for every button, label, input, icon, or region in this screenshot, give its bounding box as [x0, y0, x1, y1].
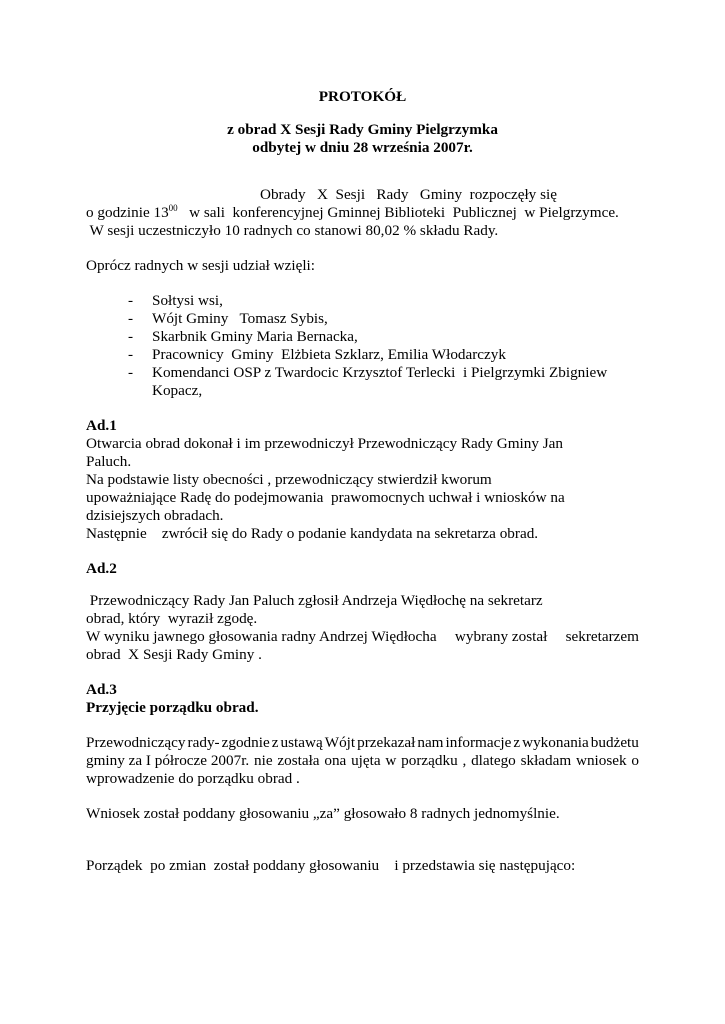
ad3-para1-line1 — [86, 734, 639, 752]
word: nie — [254, 752, 273, 769]
list-item-text: Skarbnik Gminy Maria Bernacka, — [152, 328, 358, 345]
word: w — [385, 752, 397, 769]
word: gminy za I półrocze 2007r. — [86, 752, 250, 769]
word: informacje — [445, 734, 512, 751]
word: porządku — [401, 752, 458, 769]
list-dash: - — [128, 346, 134, 363]
list-dash: - — [128, 364, 134, 381]
intro-line3: W sesji uczestniczyło 10 radnych co stanowi 80,02 % składu Rady. — [86, 222, 499, 239]
intro-line2-start: o godzinie 13 — [86, 204, 169, 221]
ad2-line: Przewodniczący Rady Jan Paluch zgłosił Andrzeja Więdłochę na sekretarz — [86, 592, 543, 609]
word: została — [277, 752, 320, 769]
ad1-line: dzisiejszych obradach. — [86, 507, 224, 524]
intro-line2-end: w sali konferencyjnej Gminnej Biblioteki Publicznej w Pielgrzymce. — [177, 204, 619, 221]
document-subtitle-line1: z obrad X Sesji Rady Gminy Pielgrzymka — [227, 121, 498, 138]
word: ona — [324, 752, 347, 769]
word: Wójt — [324, 734, 356, 751]
document-subtitle-line2: odbytej w dniu 28 września 2007r. — [252, 139, 473, 156]
ad1-line: upoważniające Radę do podejmowania prawomocnych uchwał i wniosków na — [86, 489, 565, 506]
list-item-text: Komendanci OSP z Twardocic Krzysztof Terlecki i Pielgrzymki Zbigniew — [152, 364, 608, 381]
word: składam — [520, 752, 572, 769]
ad3-subheading: Przyjęcie porządku obrad. — [86, 699, 259, 716]
ad3-para3: Porządek po zmian został poddany głosowaniu i przedstawia się następująco: — [86, 857, 576, 874]
ad2-justified-line — [86, 628, 639, 646]
intro-line2 — [86, 204, 619, 222]
word: dlatego — [471, 752, 516, 769]
list-dash: - — [128, 292, 134, 309]
word: rady- — [187, 734, 220, 751]
ad2-part: sekretarzem — [565, 628, 639, 645]
ad2-line: obrad, który wyraził zgodę. — [86, 610, 258, 627]
list-dash: - — [128, 310, 134, 327]
ad3-heading: Ad.3 — [86, 681, 117, 698]
ad1-heading: Ad.1 — [86, 417, 117, 434]
list-item-text: Sołtysi wsi, — [152, 292, 223, 309]
ad1-line: Otwarcia obrad dokonał i im przewodniczył Przewodniczący Rady Gminy Jan — [86, 435, 563, 452]
guests-intro: Oprócz radnych w sesji udział wzięli: — [86, 257, 315, 274]
list-item-text-continued: Kopacz, — [152, 382, 203, 399]
word: budżetu — [590, 734, 639, 751]
intro-line1: Obrady X Sesji Rady Gminy rozpoczęły się — [260, 186, 557, 203]
ad1-line: Na podstawie listy obecności , przewodniczący stwierdził kworum — [86, 471, 492, 488]
ad1-line: Paluch. — [86, 453, 132, 470]
word: Przewodniczący — [86, 734, 186, 751]
ad3-para2: Wniosek został poddany głosowaniu „za” głosowało 8 radnych jednomyślnie. — [86, 805, 560, 822]
word: zgodnie — [221, 734, 270, 751]
ad3-para1-line3: wprowadzenie do porządku obrad . — [86, 770, 300, 787]
word: ujęta — [351, 752, 381, 769]
word: wykonania — [522, 734, 589, 751]
ad2-part: wybrany został — [454, 628, 548, 645]
list-item-text: Wójt Gminy Tomasz Sybis, — [152, 310, 328, 327]
word: ustawą — [280, 734, 323, 751]
ad2-part: W wyniku jawnego głosowania radny Andrzej Więdłocha — [86, 628, 437, 645]
ad3-para1-line2 — [86, 752, 639, 770]
document-title: PROTOKÓŁ — [318, 88, 407, 105]
intro-time-superscript: 00 — [168, 203, 178, 213]
word: , — [462, 752, 467, 769]
ad2-line: obrad X Sesji Rady Gminy . — [86, 646, 262, 663]
word: z — [513, 734, 521, 751]
word: wniosek — [575, 752, 627, 769]
word: nam — [417, 734, 444, 751]
word: przekazał — [357, 734, 416, 751]
ad1-line: Następnie zwrócił się do Rady o podanie kandydata na sekretarza obrad. — [86, 525, 539, 542]
ad2-heading: Ad.2 — [86, 560, 117, 577]
word: o — [631, 752, 639, 769]
list-item-text: Pracownicy Gminy Elżbieta Szklarz, Emilia Włodarczyk — [152, 346, 506, 363]
word: z — [271, 734, 279, 751]
list-dash: - — [128, 328, 134, 345]
